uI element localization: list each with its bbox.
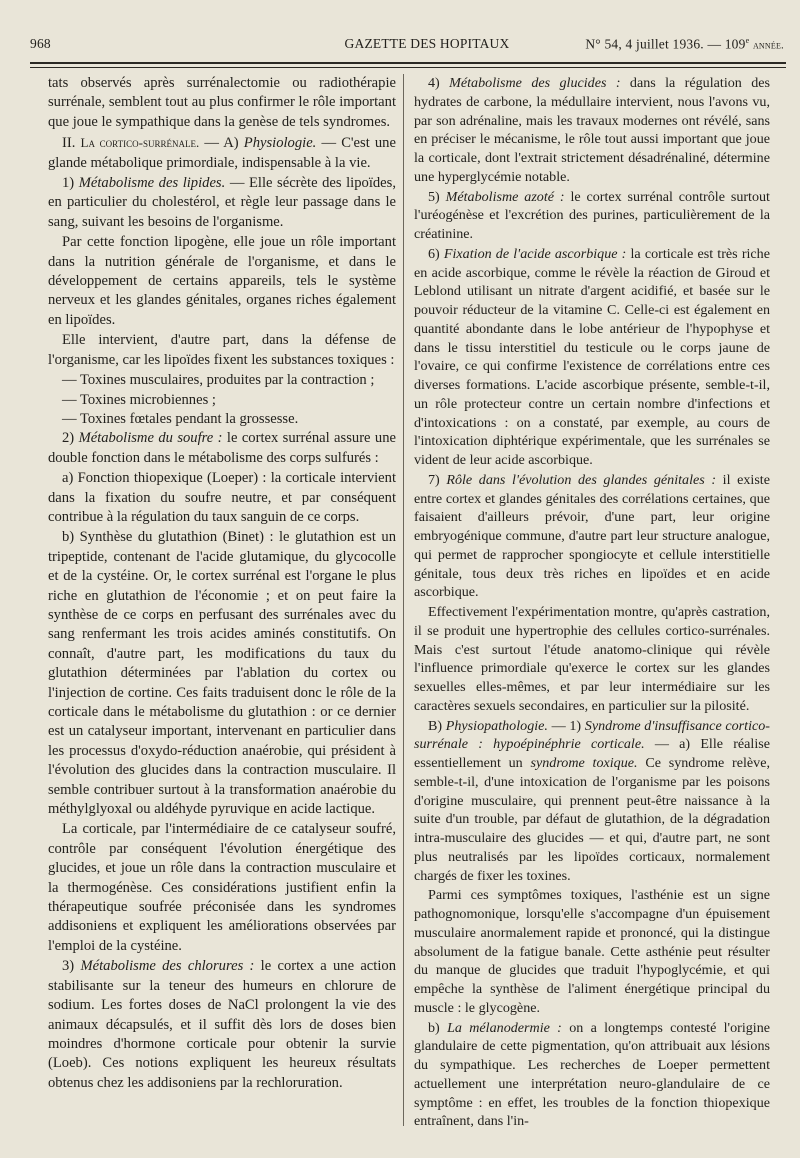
section-heading: [48, 133, 396, 173]
paragraph: b) Synthèse du glutathion (Binet) : le glutathion est un tripeptide, contenant de l'acide glutamique, du glycocolle et de la cystéine. Or, le cortex surrénal est l'organe le plus riche en glutathion de l'économie ; et on peut faire la synthèse de ce corps en perfusant des surrénales avec du sang renfermant les trois acides aminés constitutifs. On connaît, d'autre part, les modifications du taux du glutathion déterminées par l'ablation du cortex ou l'injection de cortine. Ces faits traduisent donc le rôle de la corticale dans le métabolisme du glutathion : or ce dernier est un catalyseur important, intervenant en particulier dans les processus d'oxydo-réduction anaérobie, qui président à l'évolution des glucides dans la contraction musculaire. Il semble contribuer surtout à la transformation anaérobie du méthylglyoxal ou aldéhyde pyruvique en acide lactique.: [48, 529, 396, 818]
item-title: Rôle dans l'évolution des glandes génitales :: [446, 471, 717, 488]
item-title: Métabolisme des lipides.: [78, 175, 226, 192]
item-title: La mélanodermie :: [447, 1019, 562, 1036]
header-rule-thin: [30, 67, 786, 68]
issue-annee: année.: [752, 39, 784, 52]
page-header: [30, 36, 784, 56]
paragraph: La corticale, par l'intermédiaire de ce catalyseur soufré, contrôle par conséquent l'évolution énergétique des glucides, et joue un rôle dans la contraction musculaire et la thermogénèse. Ces considérations justifient enfin la thérapeutique soufrée préconisée dans les syndromes addisoniens et expliquent les améliorations observées par l'emploi de la cystéine.: [48, 821, 396, 954]
list-item: — Toxines fœtales pendant la grossesse.: [62, 410, 299, 427]
paragraph: Par cette fonction lipogène, elle joue un rôle important dans la nutrition générale de l'organisme, et dans le développement de certains appareils, tels le système nerveux et les glandes génitales, organes riches également en lipoïdes.: [48, 234, 396, 328]
item-marker: — a): [654, 736, 691, 753]
item-number: 2): [62, 430, 75, 447]
header-rule-thick: [30, 62, 786, 64]
item-text: — Elle sécrète des lipoïdes, en particulier du cholestérol, et règle leur passage dans le sang, suivant les besoins de l'organisme.: [48, 175, 396, 230]
item-number: 7): [428, 471, 440, 488]
column-divider: [403, 74, 404, 1126]
item-title: Syndrome d'insuffisance cortico-surrénale : hypoépinéphrie corticale.: [414, 717, 770, 753]
right-column: [414, 74, 770, 1132]
item-text: dans la régulation des hydrates de carbone, la médullaire intervient, nous l'avons vu, par son adrénaline, mais les travaux modernes ont révélé, sans en préciser le mécanisme, le rôle tout aussi important que joue la corticale, dont l'extrait strictement désadrénaliné, détermine une hyperglycémie notable.: [414, 75, 770, 185]
paragraph: [414, 74, 770, 187]
paragraph: Parmi ces symptômes toxiques, l'asthénie est un signe pathognomonique, lorsqu'elle s'accompagne d'un épuisement musculaire anormalement rapide et prononcé, qui la distingue absolument de la fatigue banale. Cette asthénie peut résulter du manque de glucides que traduit l'hypoglycémie, et qui empêche la synthèse de l'aliment énergétique principal du muscle : le glycogène.: [414, 887, 770, 1016]
item-number: 1): [62, 175, 75, 192]
item-number: 5): [428, 188, 440, 205]
paragraph: a) Fonction thiopexique (Loeper) : la corticale intervient dans la fixation du soufre neutre, et par conséquent contribue à la régulation du taux sanguin de ce corps.: [48, 470, 396, 525]
subsection-marker: B): [428, 717, 443, 734]
item-text: Elle réalise essentiellement un: [414, 736, 770, 771]
paragraph: [414, 717, 770, 886]
issue-info: [585, 36, 784, 53]
section-text: — C'est une glande métabolique primordiale, indispensable à la vie.: [48, 135, 396, 171]
subsection-title: Physiologie.: [243, 135, 317, 152]
item-title: Métabolisme des glucides :: [449, 75, 621, 91]
subsection-marker: — A): [204, 135, 239, 152]
item-text: le cortex a une action stabilisante sur la teneur des humeurs en chlorure de sodium. Les fortes doses de NaCl prolongent la vie des animaux décapsulés, et il suffit dès lors de doses bien moindres d'hormone corticale pour obtenir la survie (Loeb). Ces notions expliquent les heureux résultats obtenus chez les addisoniens par la rechloruration.: [48, 958, 396, 1091]
item-number: 4): [428, 75, 440, 91]
paragraph: Elle intervient, d'autre part, dans la défense de l'organisme, car les lipoïdes fixent les substances toxiques :: [48, 332, 396, 368]
subsection-title: Physiopathologie.: [445, 717, 548, 734]
emphasis: syndrome toxique.: [530, 755, 638, 771]
item-number: 6): [428, 245, 440, 262]
item-title: Fixation de l'acide ascorbique :: [443, 245, 627, 262]
item-text: le cortex surrénal contrôle surtout l'uréogénèse et l'excrétion des purines, particulièrement de la créatinine.: [414, 188, 770, 242]
paragraph: [48, 957, 396, 1093]
item-number: 3): [62, 958, 75, 975]
item-text: on a longtemps contesté l'origine glandulaire de cette pigmentation, qu'on attribuait aux lésions du sympathique. Les recherches de Loeper permettent actuellement une interprétation neuro-glandulaire de ce symptôme : en effet, les troubles de la fonction thiopexique entraînent, dans l'in-: [414, 1019, 771, 1130]
issue-date: N° 54, 4 juillet 1936. — 109: [585, 36, 746, 52]
item-number: — 1): [551, 717, 582, 734]
paragraph: [414, 471, 770, 602]
list-item: — Toxines microbiennes ;: [62, 391, 216, 408]
item-number: b): [428, 1019, 440, 1036]
paragraph: [414, 1019, 770, 1132]
paragraph: [48, 429, 396, 468]
page-number: 968: [30, 36, 51, 51]
list-item: — Toxines musculaires, produites par la contraction ;: [62, 372, 375, 389]
item-title: Métabolisme des chlorures :: [80, 958, 255, 975]
item-text: Ce syndrome relève, semble-t-il, d'une intoxication de l'organisme par les poisons d'origine musculaire, qui prennent peut-être naissance à la suite d'un trouble, par défaut de glutathion, de la dégradation intra-musculaire des glucides — et qui, d'autre part, ne sont plus neutralisés par les lipoïdes corticaux, normalement chargés de fixer les toxines.: [414, 755, 771, 884]
item-text: le cortex surrénal assure une double fonction dans le métabolisme des corps sulfurés :: [48, 430, 396, 466]
section-number: II.: [62, 135, 76, 152]
paragraph: [48, 174, 396, 232]
item-title: Métabolisme du soufre :: [78, 430, 223, 447]
issue-superscript: e: [745, 36, 750, 45]
paragraph: [414, 245, 770, 470]
journal-title: GAZETTE DES HOPITAUX: [344, 36, 510, 51]
left-column: [48, 74, 396, 1094]
paragraph: Effectivement l'expérimentation montre, qu'après castration, il se produit une hypertrophie des cellules cortico-surrénales. Mais c'est surtout l'étude anatomo-clinique qui révèle l'influence primordiale qu'exerce le cortex sur les glandes sexuelles elles-mêmes, et par leur intermédiaire sur les caractères sexuels secondaires, en particulier sur la pilosité.: [414, 604, 770, 714]
item-title: Métabolisme azoté :: [445, 188, 565, 205]
section-title: La cortico-surrénale.: [80, 135, 200, 151]
paragraph: [414, 188, 770, 244]
item-text: la corticale est très riche en acide ascorbique, comme le révèle la réaction de Giroud et Leblond utilisant un nitrate d'argent acidifié, et basée sur le pouvoir réducteur de la vitamine C. Celle-ci est également en quantité abondante dans le lobe antérieur de l'hypophyse et dans le tissu interstitiel du testicule ou le corps jaune de l'ovaire, ce qui confirme l'existence de corrélations entre ces diverses formations. L'acide ascorbique présente, semble-t-il, un rôle protecteur contre un certain nombre d'infections et d'intoxications : on a constaté, par exemple, au cours de l'intoxication diphtérique expérimentale, que les surrénales se vident de leur acide ascorbique.: [414, 245, 770, 468]
paragraph: tats observés après surrénalectomie ou radiothérapie surrénale, semblent tout au plus confirmer le rôle important que joue le sympathique dans la genèse de tels syndromes.: [48, 75, 396, 130]
item-text: il existe entre cortex et glandes génitales des corrélations certaines, que faisaient d'ailleurs prévoir, d'une part, leur origine embryogénique commune, d'autre part leur structure analogue, qui permet de rapprocher spongiocyte et cellule interstitielle génitale, tous deux très riches en lipoïdes et en acide ascorbique.: [414, 471, 770, 601]
